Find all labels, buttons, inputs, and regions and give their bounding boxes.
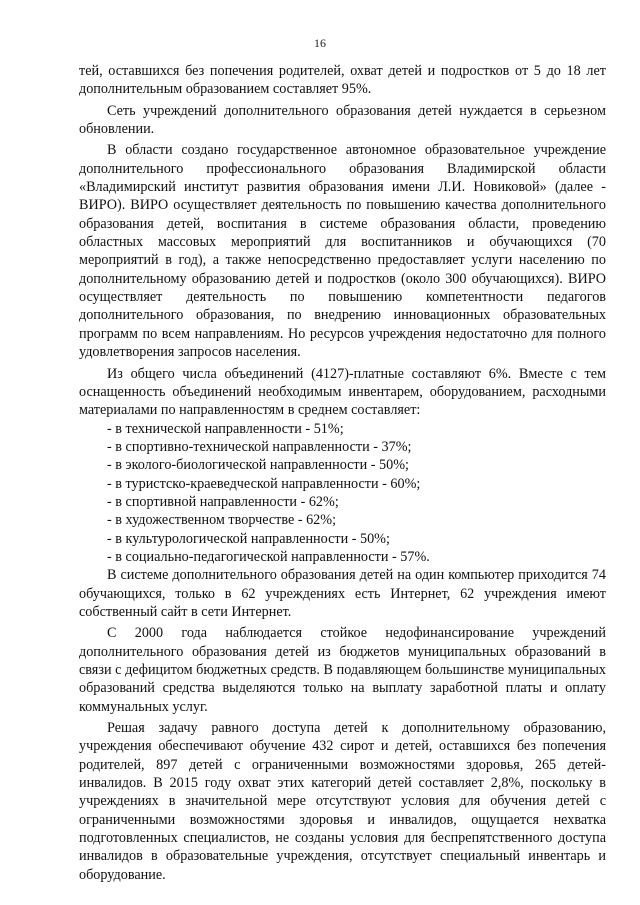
document-body <box>79 62 606 884</box>
paragraph: Сеть учреждений дополнительного образования детей нуждается в серьезном обновлении. <box>79 102 606 138</box>
paragraph: В системе дополнительного образования детей на один компьютер приходится 74 обучающихся, только в 62 учреждениях есть Интернет, 62 учреждения имеют собственный сайт в сети Интернет. <box>79 567 606 620</box>
paragraph: тей, оставшихся без попечения родителей, охват детей и подростков от 5 до 18 лет дополнительным образованием составляет 95%. <box>79 63 606 98</box>
list-item: - в туристско-краеведческой направленности - 60%; <box>107 475 421 492</box>
list-item: - в художественном творчестве - 62%; <box>107 512 337 529</box>
list-item: - в технической направленности - 51%; <box>107 420 344 437</box>
list-item: - в эколого-биологической направленности - 50%; <box>107 457 409 474</box>
list-item: - в культурологической направленности - 50%; <box>107 530 390 547</box>
paragraph: В области создано государственное автономное образовательное учреждение дополнительного профессионального образования Владимирской области «Владимирский институт развития образования имени Л.И. Новиковой» (далее - ВИРО). ВИРО осуществляет деятельность по повышению качества дополнительного образования детей, воспитания в системе образования области, проведению областных массовых мероприятий для воспитанников и обучающихся (70 мероприятий в год), а также непосредственно предоставляет услуги населению по дополнительному образованию детей и подростков (около 300 обучающихся). ВИРО осуществляет деятельность по повышению компетентности педагогов дополнительного образования, по внедрению инновационных образовательных программ по всем направлениям. Но ресурсов учреждения недостаточно для полного удовлетворения запросов населения. <box>79 142 606 361</box>
paragraph: С 2000 года наблюдается стойкое недофинансирование учреждений дополнительного образования детей из бюджетов муниципальных образований в связи с дефицитом бюджетных средств. В подавляющем большинстве муниципальных образований средства выделяются только на выплату заработной платы и оплату коммунальных услуг. <box>79 625 606 715</box>
list-item: - в социально-педагогической направленности - 57%. <box>107 548 430 565</box>
page-number: 16 <box>314 36 326 50</box>
list-item: - в спортивной направленности - 62%; <box>107 493 339 510</box>
paragraph: Из общего числа объединений (4127)-платные составляют 6%. Вместе с тем оснащенность объединений необходимым инвентарем, оборудованием, расходными материалами по направленностям в среднем составляет: <box>79 365 606 419</box>
paragraph: Решая задачу равного доступа детей к дополнительному образованию, учреждения обеспечивают обучение 432 сирот и детей, оставшихся без попечения родителей, 897 детей с ограниченными возможностями здоровья, 265 детей-инвалидов. В 2015 году охват этих категорий детей составляет 2,8%, поскольку в учреждениях в значительной мере отсутствуют условия для обучения детей с ограниченными возможностями здоровья и инвалидов, ощущается нехватка подготовленных специалистов, не созданы условия для беспрепятственного доступа инвалидов в образовательные учреждения, отсутствует специальный инвентарь и оборудование. <box>79 720 606 883</box>
list-item: - в спортивно-технической направленности - 37%; <box>107 438 412 455</box>
